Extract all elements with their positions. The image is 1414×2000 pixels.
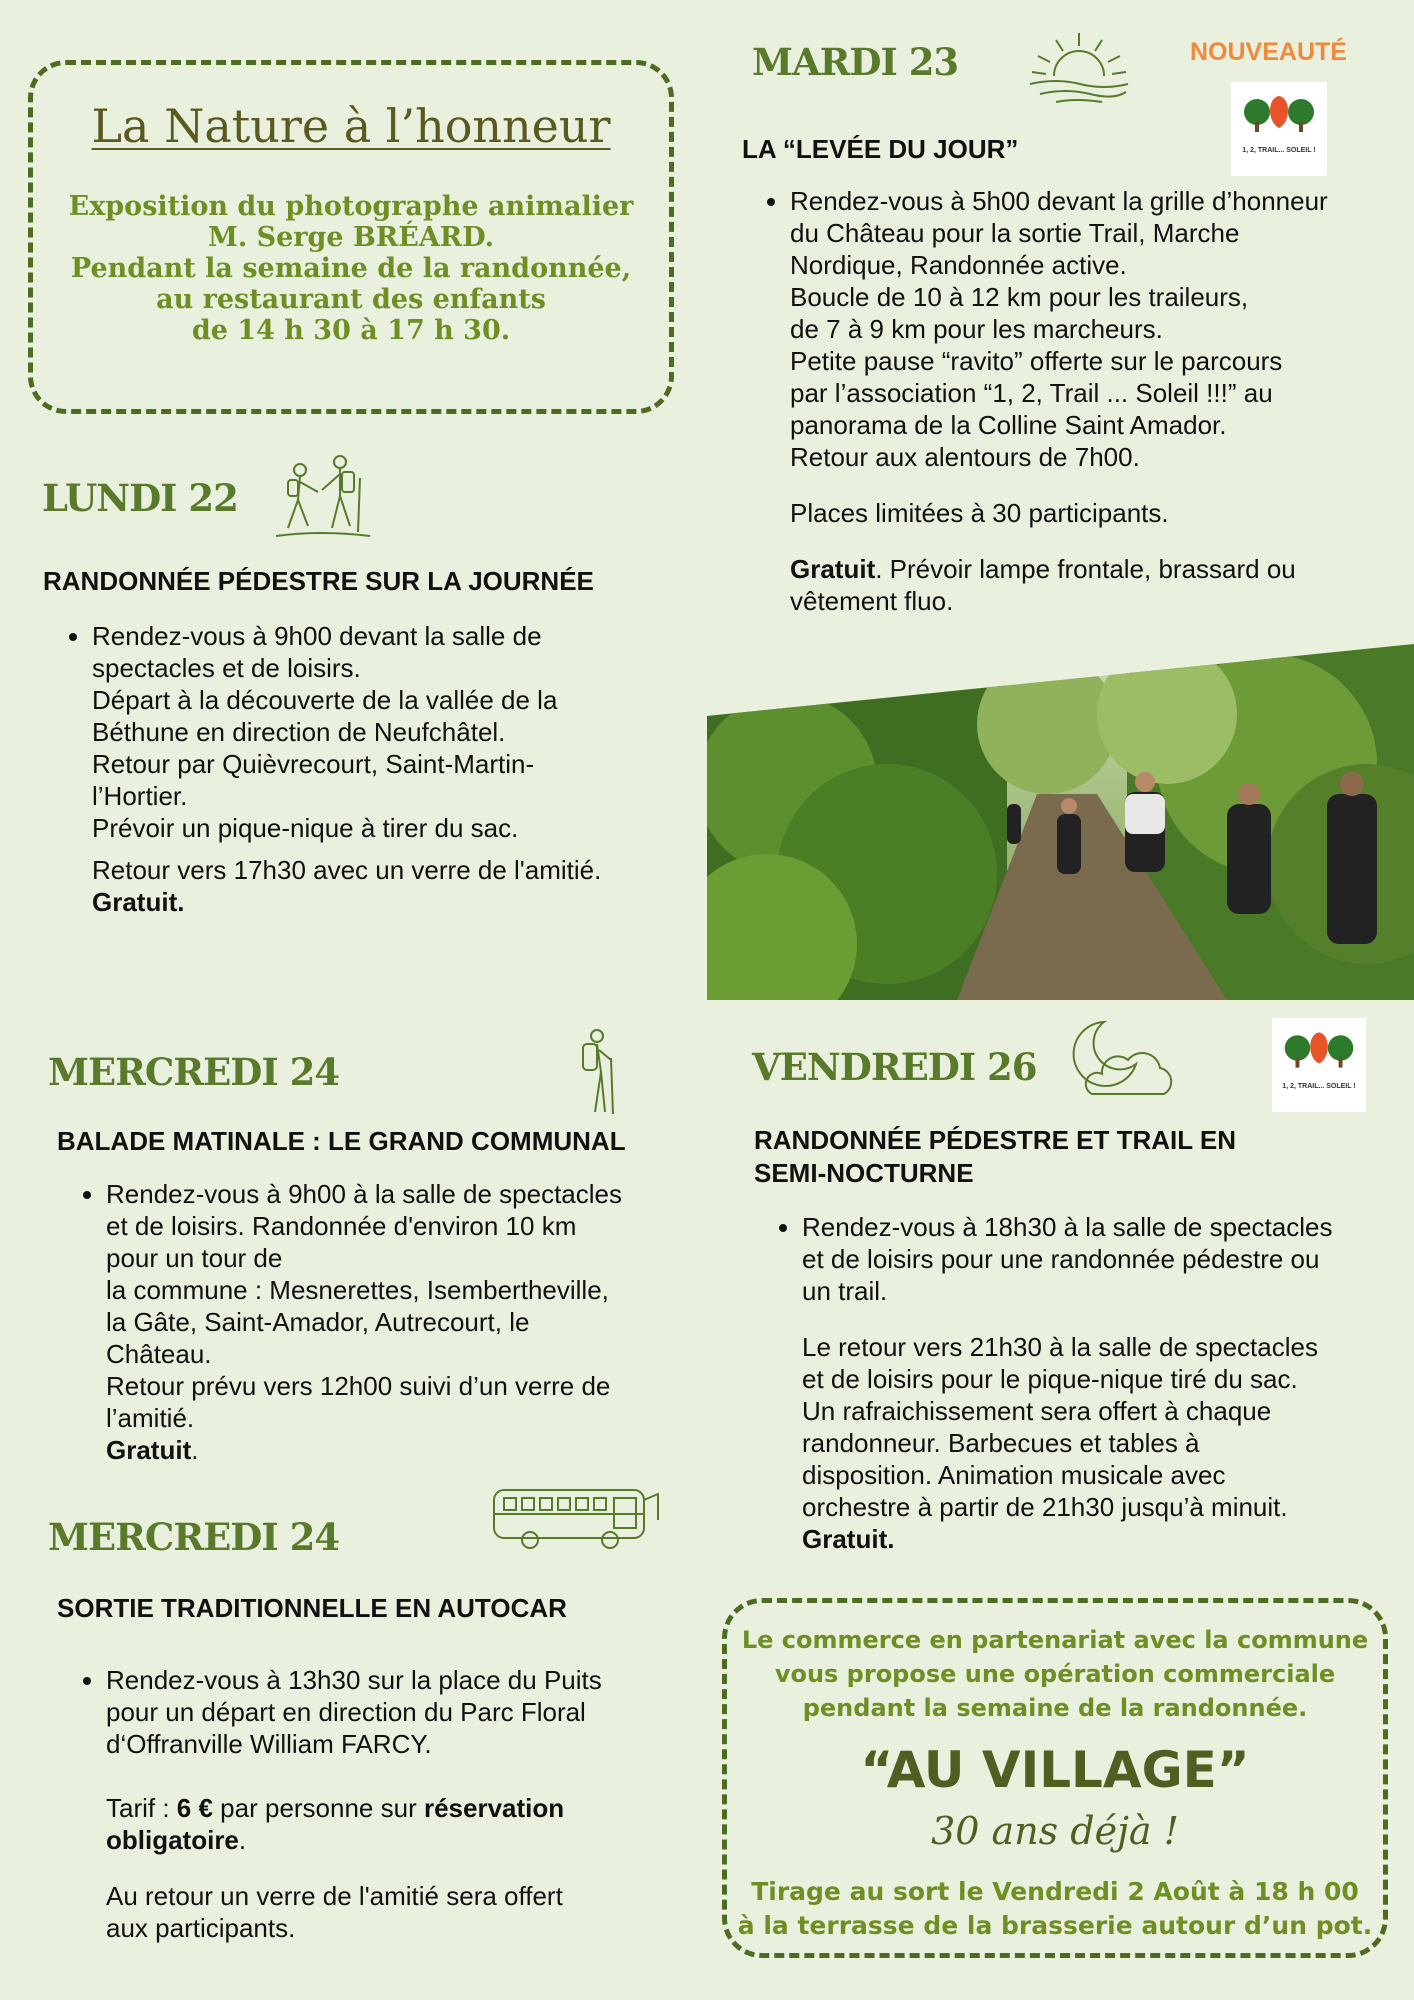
mardi-day-heading: MARDI 23 xyxy=(752,40,959,84)
mercredi2-body xyxy=(58,1664,698,1944)
logo-trees-icon xyxy=(1272,1018,1366,1078)
nature-line: au restaurant des enfants xyxy=(156,284,546,315)
mercredi1-line: l’amitié. xyxy=(106,1403,195,1433)
mardi-line: Nordique, Randonnée active. xyxy=(790,250,1127,280)
trail-logo-text: 1, 2, TRAIL... SOLEIL ! xyxy=(1242,147,1316,154)
nouveaute-badge: NOUVEAUTÉ xyxy=(1190,38,1347,66)
mercredi1-body xyxy=(58,1178,698,1466)
nature-line: Exposition du photographe animalier xyxy=(68,191,634,222)
vendredi-para-line: disposition. Animation musicale avec xyxy=(802,1460,1226,1490)
mardi-line: • Rendez-vous à 5h00 devant la grille d’honneur xyxy=(790,186,1328,216)
mercredi2-line: • Rendez-vous à 13h30 sur la place du Puits xyxy=(106,1665,602,1695)
lundi-gratuit: Gratuit. xyxy=(92,887,185,917)
lundi-line: • Rendez-vous à 9h00 devant la salle de xyxy=(92,621,542,651)
mercredi2-tarif xyxy=(106,1792,698,1824)
lundi-line: Départ à la découverte de la vallée de la xyxy=(92,685,558,715)
mardi-body xyxy=(742,185,1402,617)
mercredi2-bullet xyxy=(106,1664,698,1760)
village-intro-line: vous propose une opération commerciale xyxy=(774,1660,1336,1688)
mercredi1-bullet xyxy=(106,1178,698,1466)
mercredi1-gratuit xyxy=(106,1434,698,1466)
lundi-line: Retour par Quièvrecourt, Saint-Martin- xyxy=(92,749,535,779)
mercredi2-retour-line: aux participants. xyxy=(106,1913,296,1943)
tarif-label: Tarif : xyxy=(106,1793,177,1823)
nature-title: La Nature à l’honneur xyxy=(91,99,611,153)
village-intro-line: Le commerce en partenariat avec la commune xyxy=(741,1626,1369,1654)
vendredi-line: un trail. xyxy=(802,1276,888,1306)
tarif-reservation: réservation xyxy=(423,1793,565,1823)
tarif-price: 6 € xyxy=(176,1793,213,1823)
hiker-icon xyxy=(575,1028,621,1118)
mercredi2-day-heading: MERCREDI 24 xyxy=(48,1515,340,1559)
vendredi-title-line: RANDONNÉE PÉDESTRE ET TRAIL EN xyxy=(754,1125,1237,1155)
logo-trees-icon xyxy=(1231,82,1327,142)
vendredi-bullet xyxy=(802,1211,1404,1307)
mercredi2-retour-line: Au retour un verre de l'amitié sera offert xyxy=(106,1881,563,1911)
mercredi2-line: pour un départ en direction du Parc Floral xyxy=(106,1697,586,1727)
nature-line: Pendant la semaine de la randonnée, xyxy=(70,253,632,284)
vendredi-para-line: Le retour vers 21h30 à la salle de spectacles xyxy=(802,1332,1318,1362)
mercredi1-day-heading: MERCREDI 24 xyxy=(48,1050,340,1094)
village-draw-line: Tirage au sort le Vendredi 2 Août à 18 h 00 xyxy=(751,1877,1359,1906)
lundi-title: RANDONNÉE PÉDESTRE SUR LA JOURNÉE xyxy=(43,566,594,596)
mercredi1-gratuit-bold: Gratuit xyxy=(106,1435,192,1465)
mercredi2-line: d‘Offranville William FARCY. xyxy=(106,1729,432,1759)
mercredi1-line: • Rendez-vous à 9h00 à la salle de spectacles xyxy=(106,1179,622,1209)
mercredi1-line: Retour prévu vers 12h00 suivi d’un verre de xyxy=(106,1371,611,1401)
village-intro-line: pendant la semaine de la randonnée. xyxy=(802,1694,1308,1722)
mardi-line: Petite pause “ravito” offerte sur le parcours xyxy=(790,346,1283,376)
vendredi-gratuit: Gratuit. xyxy=(802,1524,895,1554)
lundi-line: spectacles et de loisirs. xyxy=(92,653,361,683)
mercredi1-gratuit-rest: . xyxy=(191,1435,199,1465)
mercredi1-title: BALADE MATINALE : LE GRAND COMMUNAL xyxy=(57,1126,626,1156)
trail-soleil-logo xyxy=(1231,82,1327,176)
vendredi-para-line: et de loisirs pour le pique-nique tiré du sac. xyxy=(802,1364,1298,1394)
lundi-line: l’Hortier. xyxy=(92,781,188,811)
vendredi-day-heading: VENDREDI 26 xyxy=(752,1045,1037,1089)
mercredi1-line: pour un tour de xyxy=(106,1243,283,1273)
mercredi1-line: la Gâte, Saint-Amador, Autrecourt, le xyxy=(106,1307,530,1337)
au-village-box xyxy=(722,1598,1388,1958)
mardi-line: du Château pour la sortie Trail, Marche xyxy=(790,218,1240,248)
mardi-gratuit-rest: . Prévoir lampe frontale, brassard ou xyxy=(875,554,1296,584)
mardi-line: panorama de la Colline Saint Amador. xyxy=(790,410,1227,440)
trail-logo-text-2: 1, 2, TRAIL... SOLEIL ! xyxy=(1282,1083,1356,1090)
mardi-line: Retour aux alentours de 7h00. xyxy=(790,442,1140,472)
mardi-title: LA “LEVÉE DU JOUR” xyxy=(742,134,1019,164)
trail-soleil-logo-2 xyxy=(1272,1018,1366,1112)
vendredi-line: et de loisirs pour une randonnée pédestre ou xyxy=(802,1244,1320,1274)
bus-icon xyxy=(490,1480,664,1554)
vendredi-body xyxy=(754,1211,1404,1555)
tarif-middle: par personne sur xyxy=(212,1793,424,1823)
mardi-line: par l’association “1, 2, Trail ... Soleil !!!” au xyxy=(790,378,1273,408)
nature-description xyxy=(33,191,669,346)
trail-runners-photo xyxy=(707,644,1414,1000)
tarif-end: . xyxy=(238,1825,247,1855)
nature-line: M. Serge BRÉARD. xyxy=(207,222,495,253)
village-draw-line: à la terrasse de la brasserie autour d’un pot. xyxy=(737,1911,1373,1940)
vendredi-para-line: randonneur. Barbecues et tables à xyxy=(802,1428,1200,1458)
mardi-gratuit-rest2: vêtement fluo. xyxy=(790,586,954,616)
mardi-line: Boucle de 10 à 12 km pour les traileurs, xyxy=(790,282,1249,312)
mercredi1-line: Château. xyxy=(106,1339,212,1369)
mercredi2-tarif-2 xyxy=(106,1824,698,1856)
vendredi-line: • Rendez-vous à 18h30 à la salle de spectacles xyxy=(802,1212,1333,1242)
mardi-bullet xyxy=(790,185,1402,473)
vendredi-title-line: SEMI-NOCTURNE xyxy=(754,1157,974,1188)
village-headline: “AU VILLAGE” xyxy=(860,1741,1250,1799)
mercredi1-line: et de loisirs. Randonnée d'environ 10 km xyxy=(106,1211,577,1241)
mercredi1-line: la commune : Mesnerettes, Isembertheville, xyxy=(106,1275,609,1305)
mercredi2-title: SORTIE TRADITIONNELLE EN AUTOCAR xyxy=(57,1593,567,1623)
lundi-bullet xyxy=(92,620,684,844)
mardi-gratuit-bold: Gratuit xyxy=(790,554,876,584)
mardi-places: Places limitées à 30 participants. xyxy=(790,498,1169,528)
nature-line: de 14 h 30 à 17 h 30. xyxy=(191,315,511,346)
village-subtitle: 30 ans déjà ! xyxy=(931,1809,1179,1853)
tarif-obligatoire: obligatoire xyxy=(106,1825,239,1855)
lundi-body xyxy=(44,620,684,918)
lundi-line: Prévoir un pique-nique à tirer du sac. xyxy=(92,813,519,843)
vendredi-para-line: orchestre à partir de 21h30 jusqu’à minuit. xyxy=(802,1492,1288,1522)
vendredi-title xyxy=(754,1124,1236,1189)
nature-exhibition-box xyxy=(28,60,674,414)
lundi-day-heading: LUNDI 22 xyxy=(42,476,238,520)
vendredi-para-line: Un rafraichissement sera offert à chaque xyxy=(802,1396,1272,1426)
hikers-icon xyxy=(270,448,374,544)
village-intro xyxy=(727,1623,1383,1725)
lundi-retour: Retour vers 17h30 avec un verre de l'amitié. xyxy=(92,855,602,885)
lundi-line: Béthune en direction de Neufchâtel. xyxy=(92,717,506,747)
mardi-line: de 7 à 9 km pour les marcheurs. xyxy=(790,314,1163,344)
mardi-gratuit xyxy=(790,553,1402,617)
sunrise-icon xyxy=(1026,28,1132,108)
village-draw xyxy=(727,1875,1383,1943)
moon-cloud-icon xyxy=(1052,1014,1182,1100)
